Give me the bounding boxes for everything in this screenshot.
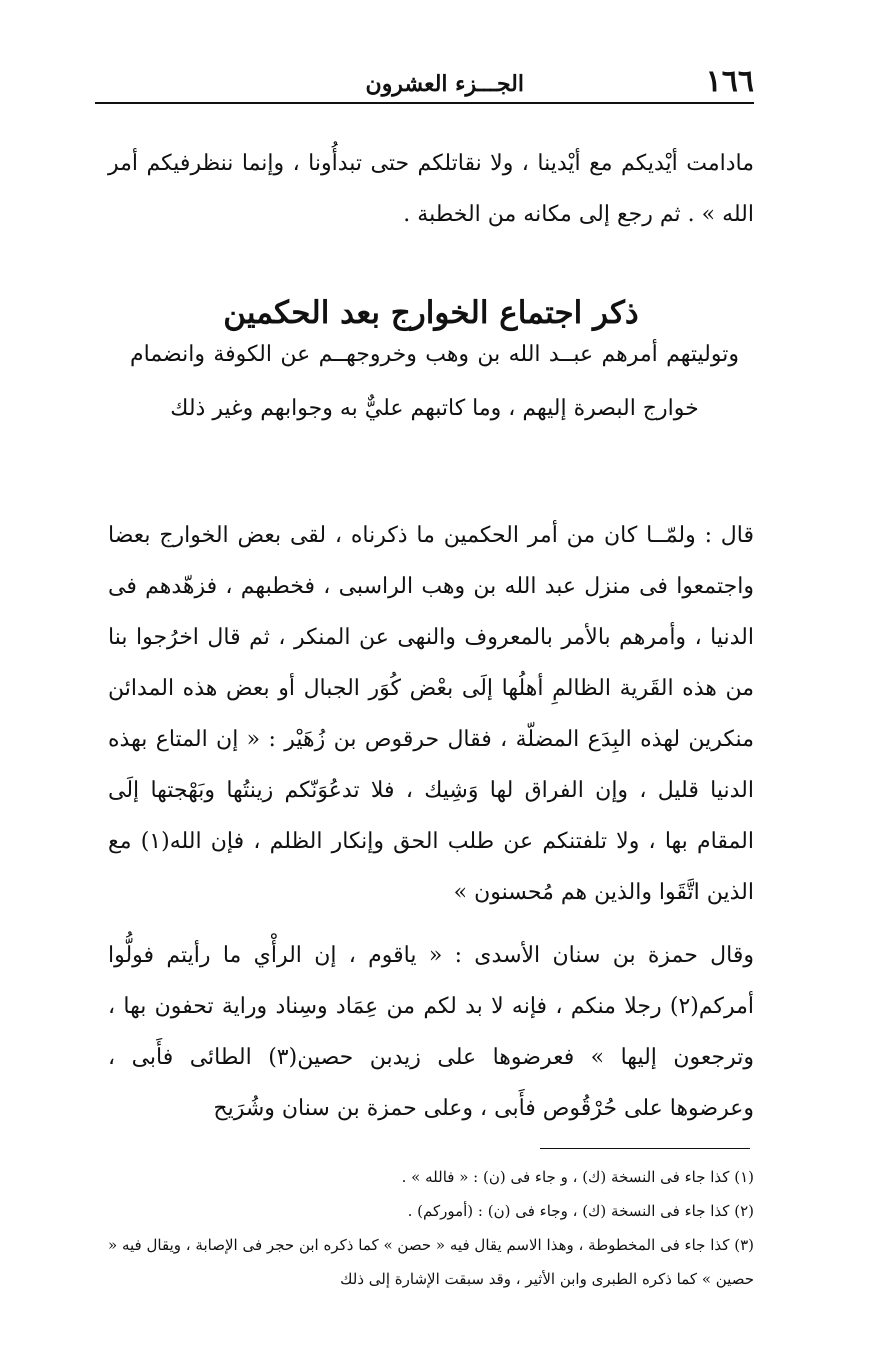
intro-paragraph: مادامت أيْديكم مع أيْدينا ، ولا نقاتلكم حتى تبدأُونا ، وإنما ننظرفيكم أمر الله » . ثم رجع إلى مكانه من الخطبة . (108, 151, 754, 227)
running-title: الجـــزء العشرون (365, 71, 524, 97)
footnote-divider (540, 1148, 750, 1149)
paragraph-1: قال : ولمّــا كان من أمر الحكمين ما ذكرناه ، لقى بعض الخوارج بعضا واجتمعوا فى منزل عبد الله بن وهب الراسبى ، فخطبهم ، فزهّدهم فى الدنيا ، وأمرهم بالأمر بالمعروف والنهى عن المنكر ، ثم قال اخرُجوا بنا من هذه القَرية الظالمِ أهلُها إلَى بعْض كُوَر الجبال أو بعض هذه المدائن منكرين لهذه البِدَع المضلّة ، فقال حرقوص بن زُهَيْر : « إن المتاع بهذه الدنيا قليل ، وإن الفراق لها وَشِيك ، فلا تدعُوَنّكم زينتُها وبَهْجتها إلَى المقام بها ، ولا تلفتنكم عن طلب الحق وإنكار الظلم ، فإن الله(١) مع الذين اتَّقَوا والذين هم مُحسنون » (108, 523, 754, 905)
paragraph-2: وقال حمزة بن سنان الأسدى : « ياقوم ، إن الرأْي ما رأيتم فولُّوا أمركم(٢) رجلا منكم ، فإنه لا بد لكم من عِمَاد وسِناد وراية تحفون بها ، وترجعون إليها » فعرضوها على زيدبن حصين(٣) الطائى فأَبى ، وعرضوها على حُرْقُوص فأَبى ، وعلى حمزة بن سنان وشُرَيح (108, 943, 754, 1121)
footnote-3: (٣) كذا جاء فى المخطوطة ، وهذا الاسم يقال فيه « حصن » كما ذكره ابن حجر فى الإصابة ، ويقال فيه « حصين » كما ذكره الطبرى وابن الأثير ، وقد سبقت الإشارة إلى ذلك (108, 1236, 754, 1288)
section-subtitle: وتوليتهم أمرهم عبــد الله بن وهب وخروجهــم عن الكوفة وانضمام خوارج البصرة إليهم ، وما كاتبهم عليٌّ به وجوابهم وغير ذلك (130, 342, 739, 421)
footnotes (108, 1160, 754, 1296)
page-number: ١٦٦ (705, 64, 754, 99)
footnote-1: (١) كذا جاء فى النسخة (ك) ، و جاء فى (ن) : « فالله » . (401, 1168, 754, 1186)
page-header (95, 62, 754, 104)
section-title: ذكر اجتماع الخوارج بعد الحكمين (223, 294, 639, 331)
footnote-2: (٢) كذا جاء فى النسخة (ك) ، وجاء فى (ن) : (أموركم) . (407, 1202, 754, 1220)
